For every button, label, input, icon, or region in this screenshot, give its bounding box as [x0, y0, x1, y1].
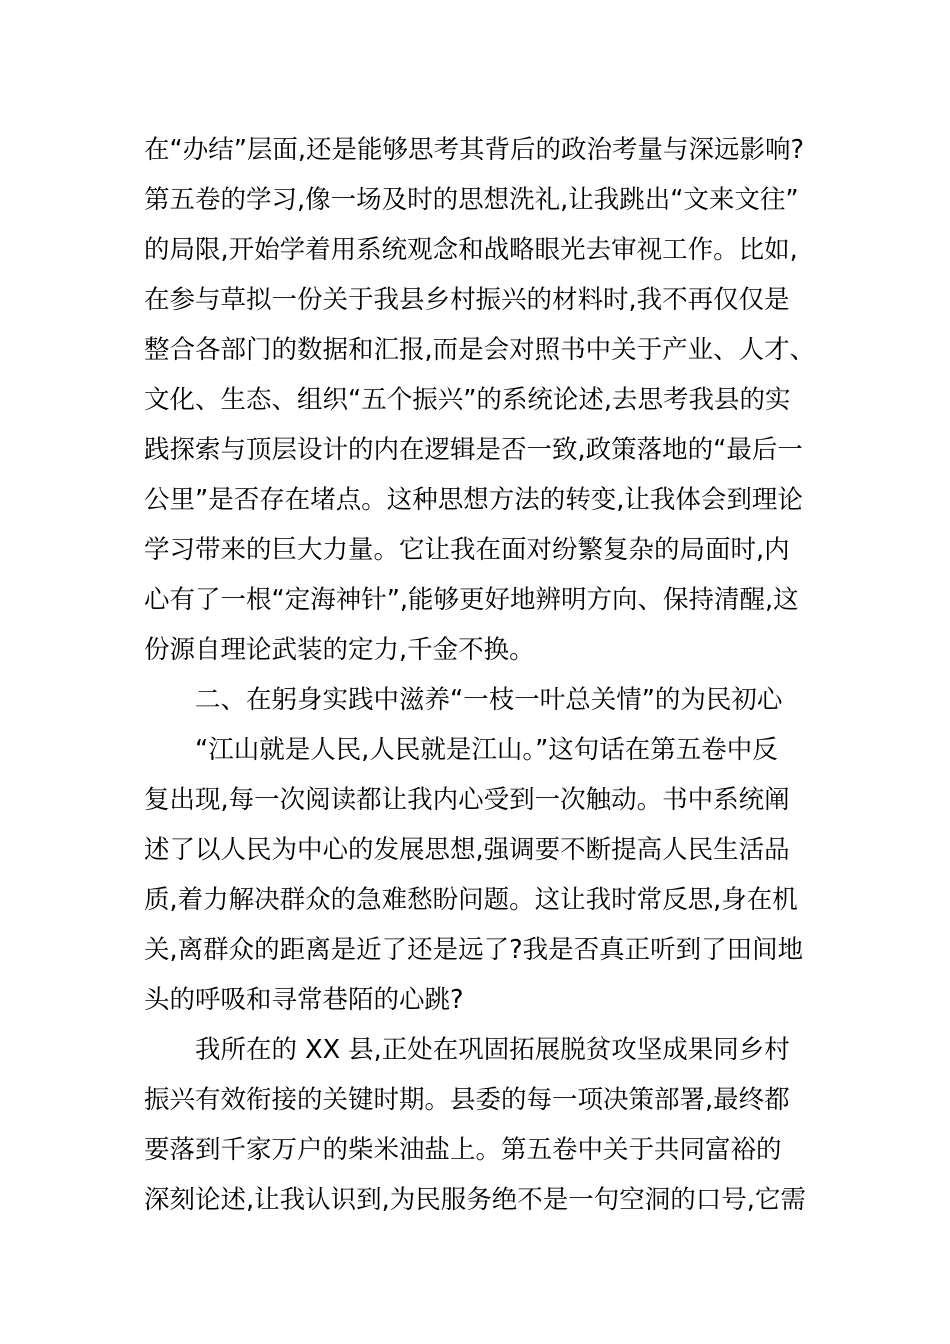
text-line: 关,离群众的距离是近了还是远了?我是否真正听到了田间地	[144, 935, 804, 965]
text-line: 文化、生态、组织“五个振兴”的系统论述,去思考我县的实	[144, 385, 791, 415]
text-line: 头的呼吸和寻常巷陌的心跳?	[144, 985, 464, 1015]
text-line: 第五卷的学习,像一场及时的思想洗礼,让我跳出“文来文往”	[144, 185, 799, 215]
text-line: 心有了一根“定海神针”,能够更好地辨明方向、保持清醒,这	[144, 585, 799, 615]
text-line: 复出现,每一次阅读都让我内心受到一次触动。书中系统阐	[144, 785, 790, 815]
section-heading: 二、在躬身实践中滋养“一枝一叶总关情”的为民初心	[195, 685, 783, 715]
text-line: 的局限,开始学着用系统观念和战略眼光去审视工作。比如,	[144, 235, 798, 265]
text-line: 整合各部门的数据和汇报,而是会对照书中关于产业、人才、	[144, 335, 816, 365]
text-line: 在“办结”层面,还是能够思考其背后的政治考量与深远影响?	[144, 135, 805, 165]
text-line: 振兴有效衔接的关键时期。县委的每一项决策部署,最终都	[144, 1085, 790, 1115]
text-line: 我所在的 XX 县,正处在巩固拓展脱贫攻坚成果同乡村	[195, 1035, 790, 1065]
text-line: 学习带来的巨大力量。它让我在面对纷繁复杂的局面时,内	[144, 535, 790, 565]
text-line: “江山就是人民,人民就是江山。”这句话在第五卷中反	[195, 735, 778, 765]
text-line: 深刻论述,让我认识到,为民服务绝不是一句空洞的口号,它需	[144, 1185, 806, 1215]
text-line: 公里”是否存在堵点。这种思想方法的转变,让我体会到理论	[144, 485, 803, 515]
text-line: 质,着力解决群众的急难愁盼问题。这让我时常反思,身在机	[144, 885, 798, 915]
text-line: 述了以人民为中心的发展思想,强调要不断提高人民生活品	[144, 835, 790, 865]
text-line: 份源自理论武装的定力,千金不换。	[144, 635, 535, 665]
text-line: 要落到千家万户的柴米油盐上。第五卷中关于共同富裕的	[144, 1135, 782, 1165]
text-line: 践探索与顶层设计的内在逻辑是否一致,政策落地的“最后一	[144, 435, 803, 465]
text-line: 在参与草拟一份关于我县乡村振兴的材料时,我不再仅仅是	[144, 285, 790, 315]
